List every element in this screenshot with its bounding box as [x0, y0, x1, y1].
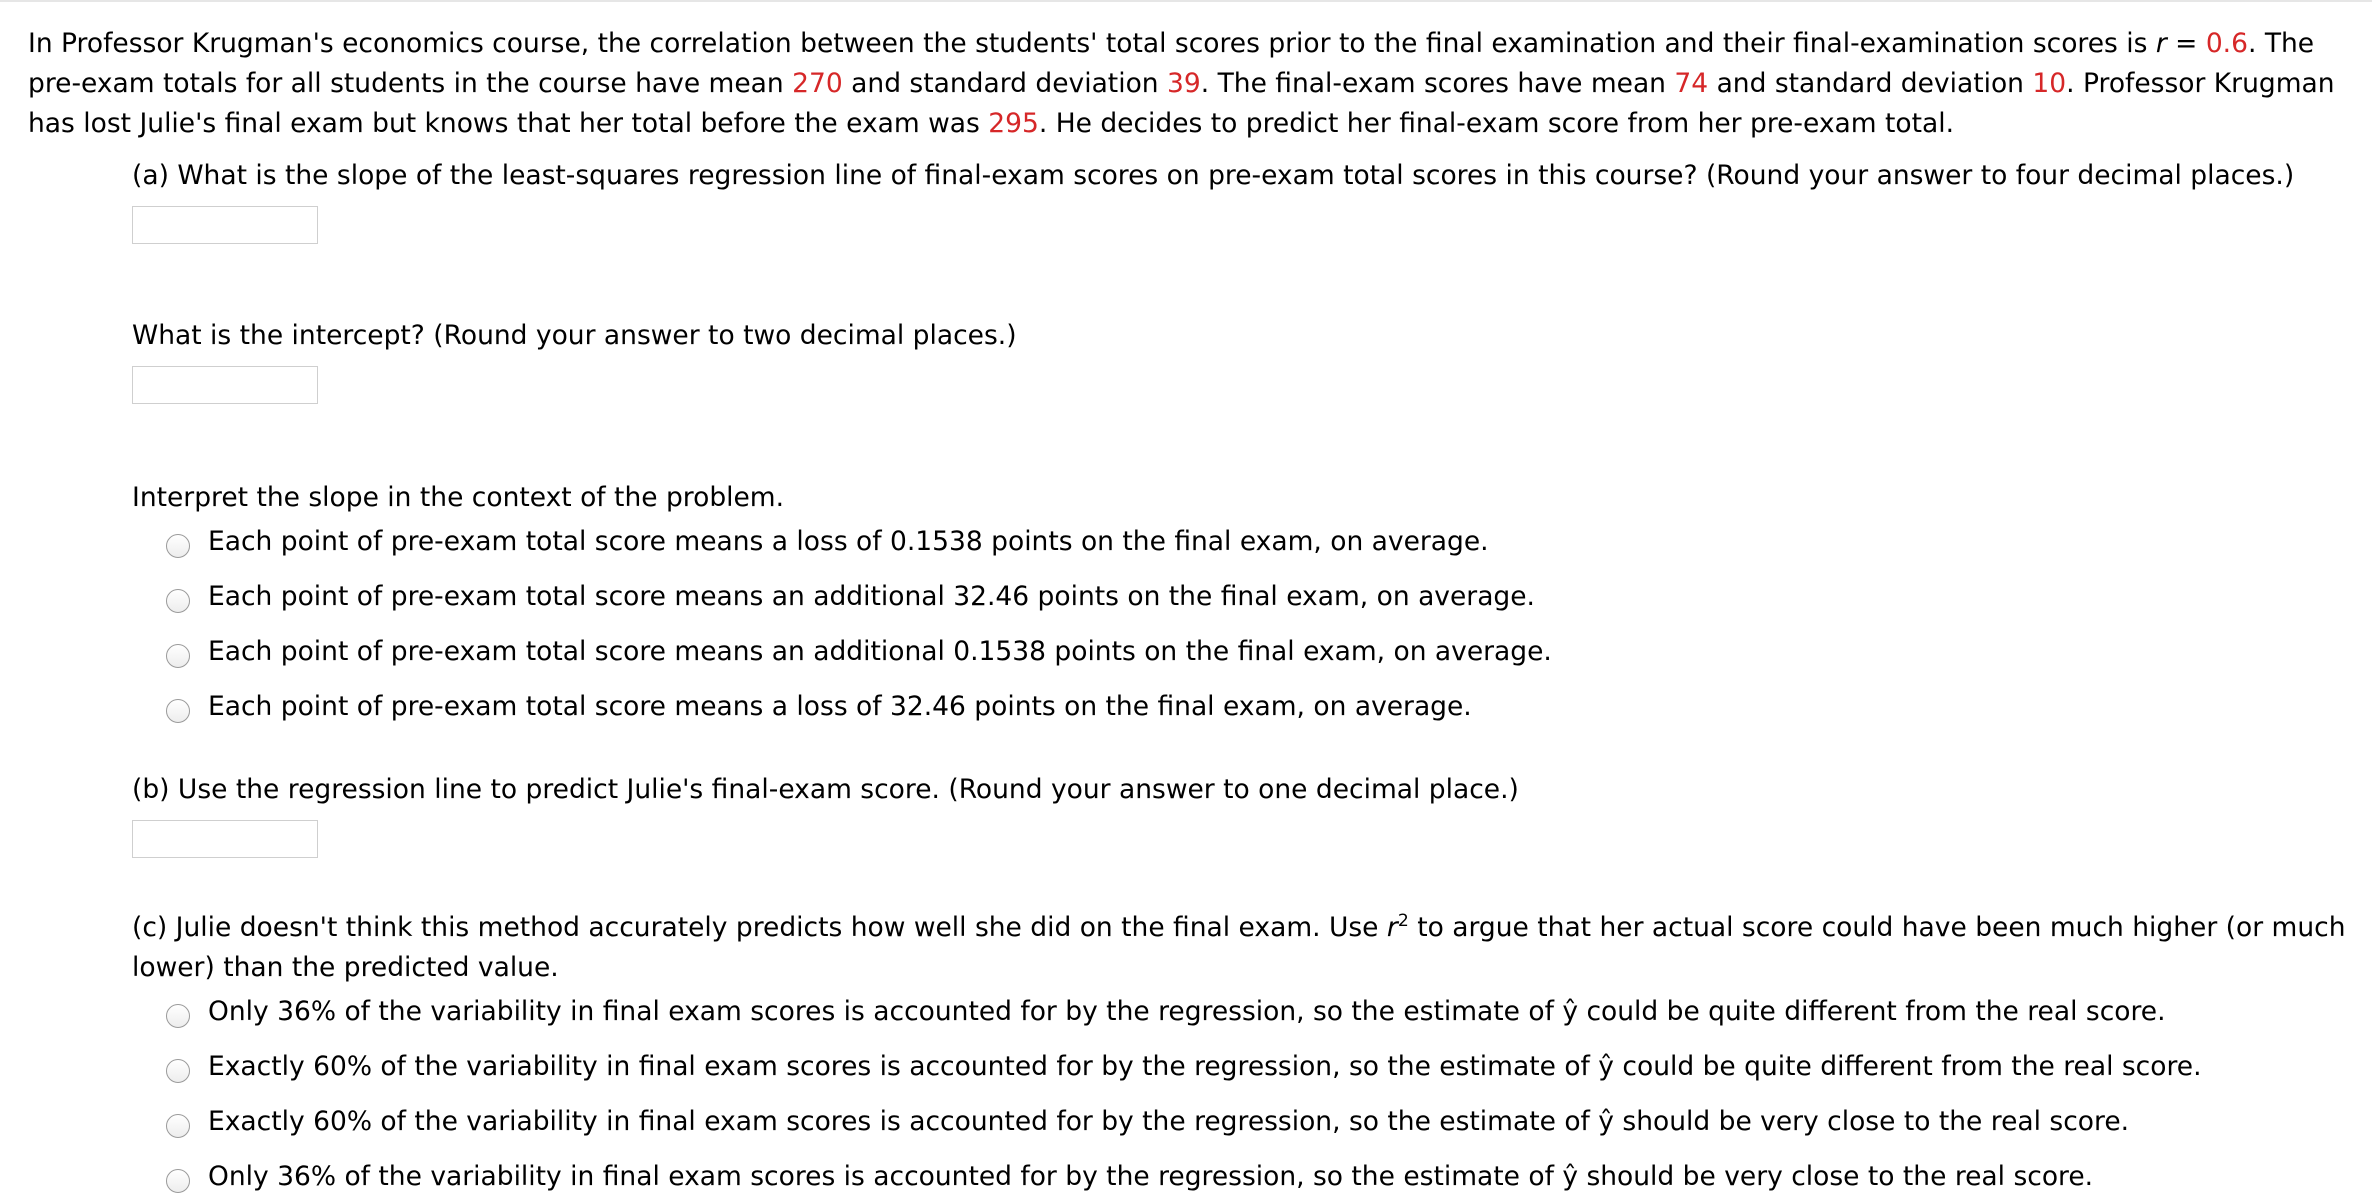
prediction-input[interactable]	[132, 820, 318, 858]
slope-interpretation-options	[166, 514, 2348, 734]
intro-text-6: and standard deviation	[1708, 68, 2033, 99]
intro-text-7: . Professor Krugman has lost Julie's final exam but knows that her total before the exam was	[28, 68, 2335, 139]
radio-button[interactable]	[166, 1059, 190, 1083]
top-divider	[0, 0, 2372, 2]
intro-equals: =	[2166, 28, 2206, 59]
final-exam-mean: 74	[1674, 68, 1709, 99]
radio-button[interactable]	[166, 589, 190, 613]
intercept-input[interactable]	[132, 366, 318, 404]
option-label: Only 36% of the variability in final exam scores is accounted for by the regression, so the estimate of ŷ could be quite different from the real score.	[208, 995, 2166, 1027]
r-squared-option-2[interactable]	[166, 1039, 2348, 1094]
option-label: Exactly 60% of the variability in final exam scores is accounted for by the regression, so the estimate of ŷ could be quite different from the real score.	[208, 1050, 2202, 1082]
radio-button[interactable]	[166, 644, 190, 668]
correlation-value: 0.6	[2205, 28, 2248, 59]
slope-option-2[interactable]	[166, 569, 2348, 624]
option-label: Each point of pre-exam total score means an additional 32.46 points on the final exam, on average.	[208, 580, 1535, 612]
final-exam-sd: 10	[2032, 68, 2067, 99]
part-b	[132, 770, 2348, 858]
option-label: Only 36% of the variability in final exam scores is accounted for by the regression, so the estimate of ŷ should be very close to the real score.	[208, 1160, 2094, 1192]
r-squared-exponent: 2	[1397, 911, 1409, 932]
r-squared-option-1[interactable]	[166, 984, 2348, 1039]
option-label: Exactly 60% of the variability in final exam scores is accounted for by the regression, so the estimate of ŷ should be very close to the real score.	[208, 1105, 2130, 1137]
radio-button[interactable]	[166, 1004, 190, 1028]
julie-pre-exam-total: 295	[988, 108, 1039, 139]
r-squared-option-4[interactable]	[166, 1149, 2348, 1204]
pre-exam-mean: 270	[792, 68, 843, 99]
slope-option-4[interactable]	[166, 679, 2348, 734]
slope-option-3[interactable]	[166, 624, 2348, 679]
intro-text-4: and standard deviation	[842, 68, 1167, 99]
option-label: Each point of pre-exam total score means a loss of 32.46 points on the final exam, on average.	[208, 690, 1472, 722]
part-c-text-1: (c) Julie doesn't think this method accurately predicts how well she did on the final exam. Use	[132, 912, 1387, 943]
r-symbol: r	[2155, 28, 2167, 59]
option-label: Each point of pre-exam total score means a loss of 0.1538 points on the final exam, on average.	[208, 525, 1489, 557]
prediction-question: (b) Use the regression line to predict Julie's final-exam score. (Round your answer to one decimal place.)	[132, 774, 1519, 805]
radio-button[interactable]	[166, 1114, 190, 1138]
interpret-slope-question: Interpret the slope in the context of the problem.	[132, 482, 785, 513]
option-label: Each point of pre-exam total score means an additional 0.1538 points on the final exam, on average.	[208, 635, 1552, 667]
r-squared-question	[132, 908, 2348, 988]
r-squared-option-3[interactable]	[166, 1094, 2348, 1149]
radio-button[interactable]	[166, 1169, 190, 1193]
intro-text-1: In Professor Krugman's economics course, the correlation between the students' total scores prior to the final examination and their final-examination scores is	[28, 28, 2156, 59]
radio-button[interactable]	[166, 534, 190, 558]
part-a	[132, 156, 2348, 734]
pre-exam-sd: 39	[1167, 68, 1201, 99]
intro-text-8: . He decides to predict her final-exam score from her pre-exam total.	[1038, 108, 1955, 139]
slope-input[interactable]	[132, 206, 318, 244]
intro-text-3: . The pre-exam totals for all students in the course have mean	[28, 28, 2315, 99]
intercept-question: What is the intercept? (Round your answer to two decimal places.)	[132, 320, 1017, 351]
r-squared-options	[166, 984, 2348, 1204]
slope-question: (a) What is the slope of the least-squares regression line of final-exam scores on pre-exam total scores in this course? (Round your answer to four decimal places.)	[132, 160, 2295, 191]
part-c-text-2: to argue that her actual score could have been much higher (or much lower) than the predicted value.	[132, 912, 2346, 983]
question-content	[28, 24, 2348, 1204]
intro-text-5: . The final-exam scores have mean	[1200, 68, 1675, 99]
r-squared-symbol: r	[1386, 912, 1398, 943]
slope-option-1[interactable]	[166, 514, 2348, 569]
part-c	[132, 908, 2348, 1204]
radio-button[interactable]	[166, 699, 190, 723]
problem-intro	[28, 24, 2348, 144]
